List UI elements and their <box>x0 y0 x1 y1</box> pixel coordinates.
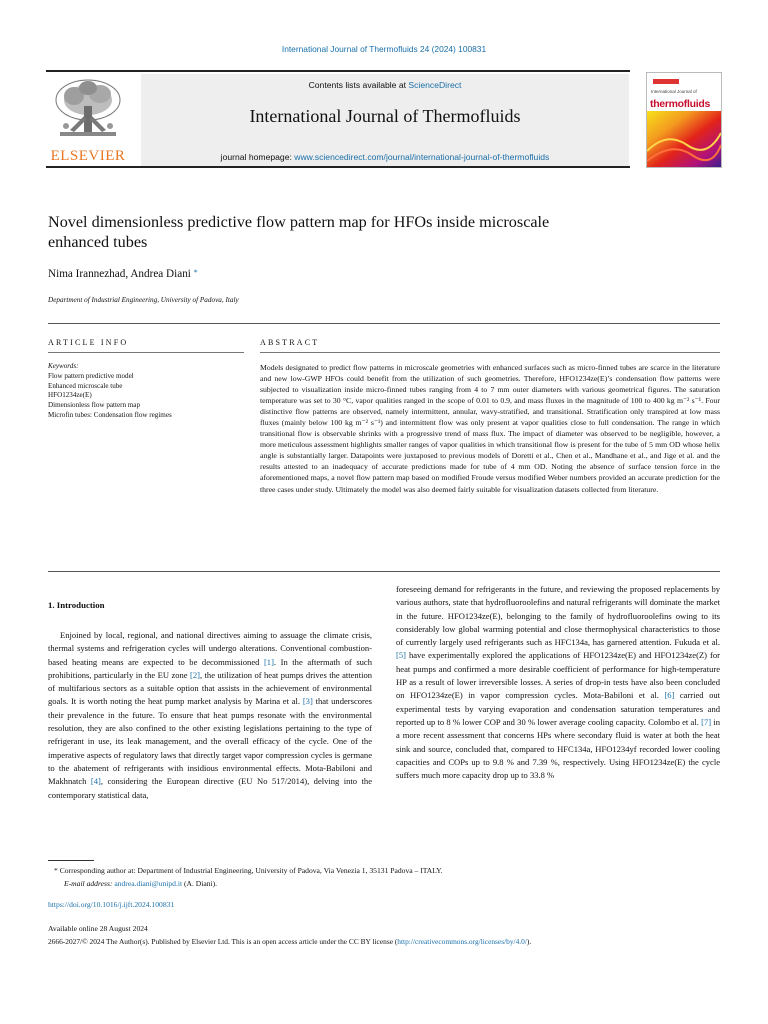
header-bottom-rule <box>46 166 630 168</box>
email-label: E-mail address: <box>64 879 115 888</box>
keyword: Dimensionless flow pattern map <box>48 401 141 410</box>
corresponding-author-mark[interactable]: * <box>193 268 198 277</box>
email-note <box>64 879 217 888</box>
citation-link[interactable]: [1] <box>263 656 274 667</box>
email-link[interactable]: andrea.diani@unipd.it <box>114 879 183 888</box>
body-text: . In the aftermath of such prohibitions, particularly in the EU zone <box>48 656 372 680</box>
body-text: , considering the European directive (EU No 517/2014), delving into the contemporary statistical data, <box>48 776 372 800</box>
body-text: have experimentally explored the applications of HFO1234ze(E) and HFO1234ze(Z) for heat pumps and confirmed a more desirable coefficient of performance for high-temperature HP as a result of lower irreversible losses. A series of drop-in tests have also been concluded on HFO1234ze(E) in vapor compression cycles. Mota-Babiloni et al. <box>396 650 720 701</box>
keyword: HFO1234ze(E) <box>48 391 92 400</box>
contents-prefix: Contents lists available at <box>308 80 409 90</box>
body-text: in a more recent assessment that concerns HPs where secondary fluid is water at both the heat sink and source, concluded that, compared to HFC134a, HFO1234yf recorded lower cooling capacities and COPs up to 9.8 % and 7.39 %, respectively. Using HFO1234ze(E) the cycle suffers much more capacity drop up to 33.8 % <box>396 716 720 781</box>
introduction-heading: 1. Introduction <box>48 600 105 610</box>
citation-link[interactable]: [3] <box>302 696 313 707</box>
keywords-block <box>48 362 248 421</box>
body-text: , the utilization of heat pumps drives the attention of multifarious sectors as a suitable option that assists in the achievement of environmental goals. It is worth noting the heat pump market analysis by Marina et al. <box>48 669 372 707</box>
introduction-right-column <box>396 583 720 782</box>
cover-stripe <box>653 79 679 84</box>
article-info-rule <box>48 352 244 353</box>
citation-link[interactable]: [2] <box>190 669 200 680</box>
corresponding-author-note: * Corresponding author at: Department of Industrial Engineering, University of Padova, Via Venezia 1, 35131 Padova – ITALY. <box>54 866 443 875</box>
keyword: Microfin tubes: Condensation flow regimes <box>48 410 172 419</box>
doi-link[interactable]: https://doi.org/10.1016/j.ijft.2024.100831 <box>48 900 175 909</box>
keyword: Enhanced microscale tube <box>48 381 123 390</box>
footnote-rule <box>48 860 94 861</box>
header-top-rule <box>46 70 630 72</box>
journal-homepage <box>141 152 629 162</box>
cover-title: thermofluids <box>650 98 710 110</box>
journal-name: International Journal of Thermofluids <box>249 106 521 126</box>
citation-link[interactable]: [7] <box>701 716 712 727</box>
citation-link[interactable]: [5] <box>396 650 406 661</box>
cover-subtitle: International Journal of <box>651 89 697 94</box>
affiliation: Department of Industrial Engineering, University of Padova, Italy <box>48 296 239 304</box>
body-text: Enjoined by local, regional, and national directives aiming to assuage the climate crisis, thermal systems and refrigeration cycles will undergo alterations. Conventional combustion-based heating means are expected to be decommissioned <box>48 630 372 667</box>
journal-reference[interactable]: International Journal of Thermofluids 24 (2024) 100831 <box>281 44 487 54</box>
author-separator: , <box>125 268 131 280</box>
article-title: Novel dimensionless predictive flow pattern map for HFOs inside microscale enhanced tubes <box>48 213 550 251</box>
author-list <box>48 268 198 280</box>
license-link[interactable]: http://creativecommons.org/licenses/by/4.0/ <box>397 937 527 946</box>
citation-link[interactable]: [4] <box>90 776 101 787</box>
abstract-rule <box>260 352 720 353</box>
contents-line <box>141 80 629 90</box>
email-suffix: (A. Diani). <box>182 879 218 888</box>
elsevier-tree-icon <box>52 76 124 140</box>
license-note <box>48 937 728 946</box>
citation-link[interactable]: [6] <box>664 690 675 701</box>
section-divider <box>48 323 720 324</box>
keywords-label: Keywords: <box>48 362 79 370</box>
publisher-name: ELSEVIER <box>50 148 126 164</box>
body-text: that underscores their prevalence in the future. To ensure that heat pumps resonate with the environmental resolution, they are also confined to the other existing legislations pertaining to the type of refrigerant in use, its leak management, and the overall efficacy of the cycle. One of the imperative aspects of regulatory laws that directly target vapor compression cycles is germane to the abatement of refrigerants with insidious environmental effects. Mota-Babiloni and Makhnatch <box>48 696 372 787</box>
journal-cover-thumbnail[interactable] <box>646 72 722 168</box>
homepage-link[interactable]: www.sciencedirect.com/journal/international-journal-of-thermofluids <box>294 152 550 162</box>
section-divider <box>48 571 720 572</box>
author-name[interactable]: Andrea Diani <box>130 268 191 280</box>
introduction-left-column <box>48 629 372 802</box>
available-online-date: Available online 28 August 2024 <box>48 924 148 933</box>
elsevier-logo <box>46 74 130 166</box>
abstract-text: Models designated to predict flow patterns in microscale geometries with enhanced surfaces such as micro-finned tubes are scarce in the literature and new low-GWP HFOs could benefit from the utilization of such geometries. Therefore, HFO1234ze(E)’s condensation flow patterns were subjected to visualization inside micro-finned tubes ranging from 4 to 7 mm outer diameters with various geometrical figures. The saturation temperature was set to 30 °C, vapor qualities ranged in the scope of 0.01 to 0.9, and mass fluxes in the magnitude of 100 to 400 kg m⁻² s⁻¹. Four distinctive flow patterns are observed, namely intermittent, annular, wavy-stratified, and transitional. Stratification only transpired at low mass fluxes (mainly below 100 kg m⁻² s⁻¹) and intermittent flow was only present at vapor qualities close to full condensation. The range in which transitional flow is observable shrinks with a progressive trend of mass flux. The impact of diameter was observed to be negligible, however, a more meticulous assessment highlights smaller ranges of vapor qualities in which transitional flow is present for the tube of 5 mm OD whose helix angle is substantially larger. Datapoints were juxtaposed to previous models of Doretti et al., Chen et al., Mandhane et al., and Jige et al. and the results attested to an inadequacy of accurate predictions made for tube of 4 mm OD. Noting the absence of surface tension force in the aforementioned maps, a novel flow pattern map based on modified Froude versus modified Weber numbers provided an accurate prediction for the three cases under study. Ultimately the model was also deemed fairly suitable for visualization datasets collected from literature. <box>260 363 720 494</box>
cover-artwork <box>647 111 721 167</box>
license-suffix: ). <box>526 937 532 946</box>
sciencedirect-link[interactable]: ScienceDirect <box>408 80 462 90</box>
body-text: foreseeing demand for refrigerants in the future, and reviewing the proposed replacements by various authors, state that hydrofluoroolefins and natural refrigerants will dominate the market in the future. HFO1234ze(E), belonging to the family of hydrofluoroolefins owing to its considerably low global warming potential and close thermophysical characteristics to those of currently largely used refrigerants such as HFC134a, has garnered attention. Fukuda et al. <box>396 584 720 648</box>
keyword: Flow pattern predictive model <box>48 371 134 380</box>
body-text: carried out experimental tests by varying evaporation and condensation saturation temperatures and reported up to 8 % lower COP and 30 % lower average cooling capacity. Colombo et al. <box>396 690 720 727</box>
article-info-heading: ARTICLE INFO <box>48 338 129 347</box>
author-name[interactable]: Nima Irannezhad <box>48 268 126 280</box>
license-prefix: 2666-2027/© 2024 The Author(s). Published by Elsevier Ltd. This is an open access article under the CC BY license ( <box>48 937 398 946</box>
homepage-label: journal homepage: <box>220 152 295 162</box>
abstract-heading: ABSTRACT <box>260 338 320 347</box>
